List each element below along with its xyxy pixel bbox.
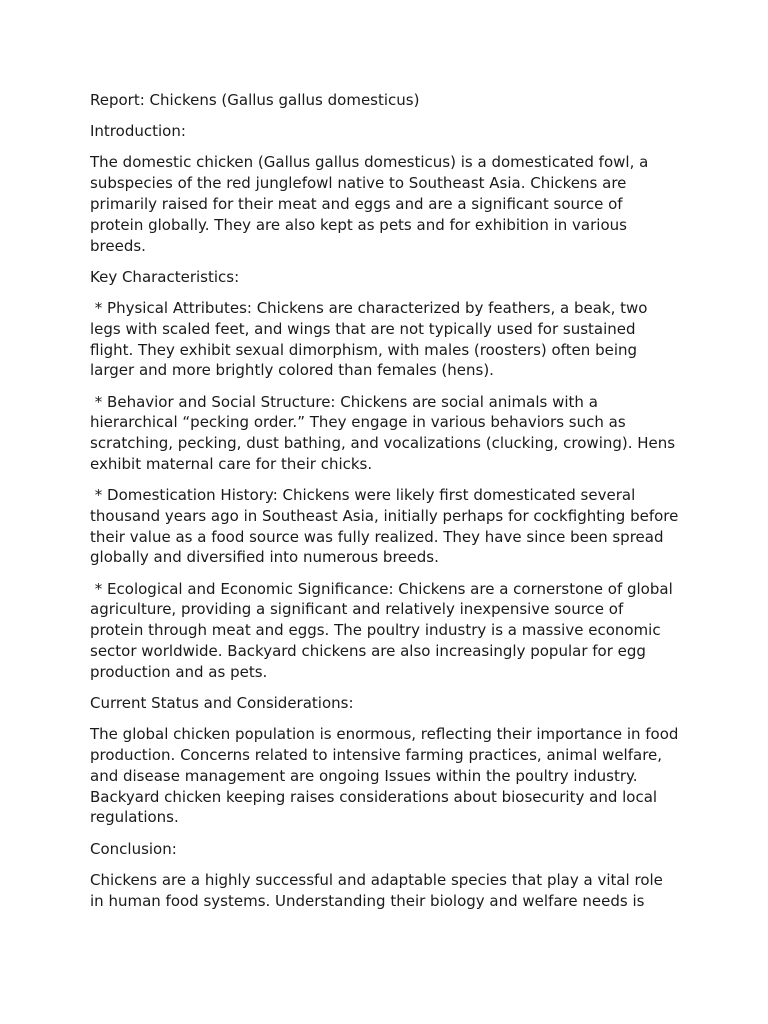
bullet-domestication-history: * Domestication History: Chickens were likely first domesticated several thousand years ago in Southeast Asia, initially perhaps for cockfighting before their value as a food source was fully realized. They have since been spread globally and diversified into numerous breeds.	[90, 486, 684, 567]
introduction-heading: Introduction:	[90, 122, 186, 141]
bullet-behavior-social-structure: * Behavior and Social Structure: Chickens are social animals with a hierarchical “pecking order.” They engage in various behaviors such as scratching, pecking, dust bathing, and vocalizations (clucking, crowing). Hens exhibit maternal care for their chicks.	[90, 392, 680, 473]
conclusion-paragraph: Chickens are a highly successful and adaptable species that play a vital role in human food systems. Understanding their biology and welfare needs is	[90, 870, 668, 910]
conclusion-heading: Conclusion:	[90, 839, 177, 858]
key-characteristics-heading: Key Characteristics:	[90, 267, 240, 286]
bullet-ecological-economic-significance: * Ecological and Economic Significance: Chickens are a cornerstone of global agriculture, providing a significant and relatively inexpensive source of protein through meat and eggs. The poultry industry is a massive economic sector worldwide. Backyard chickens are also increasingly popular for egg production and as pets.	[90, 579, 678, 681]
report-title: Report: Chickens (Gallus gallus domesticus)	[90, 91, 420, 109]
bullet-physical-attributes: * Physical Attributes: Chickens are characterized by feathers, a beak, two legs with scaled feet, and wings that are not typically used for sustained flight. They exhibit sexual dimorphism, with males (roosters) often being larger and more brightly colored than females (hens).	[90, 298, 653, 380]
introduction-paragraph: The domestic chicken (Gallus gallus domesticus) is a domesticated fowl, a subspecies of the red junglefowl native to Southeast Asia. Chickens are primarily raised for their meat and eggs and are a significant source of protein globally. They are also kept as pets and for exhibition in various breeds.	[90, 153, 654, 255]
current-status-paragraph: The global chicken population is enormous, reflecting their importance in food production. Concerns related to intensive farming practices, animal welfare, and disease management are ongoing Issues within the poultry industry. Backyard chicken keeping raises considerations about biosecurity and local regulations.	[90, 725, 684, 827]
document-page	[90, 90, 684, 922]
current-status-heading: Current Status and Considerations:	[90, 694, 354, 713]
